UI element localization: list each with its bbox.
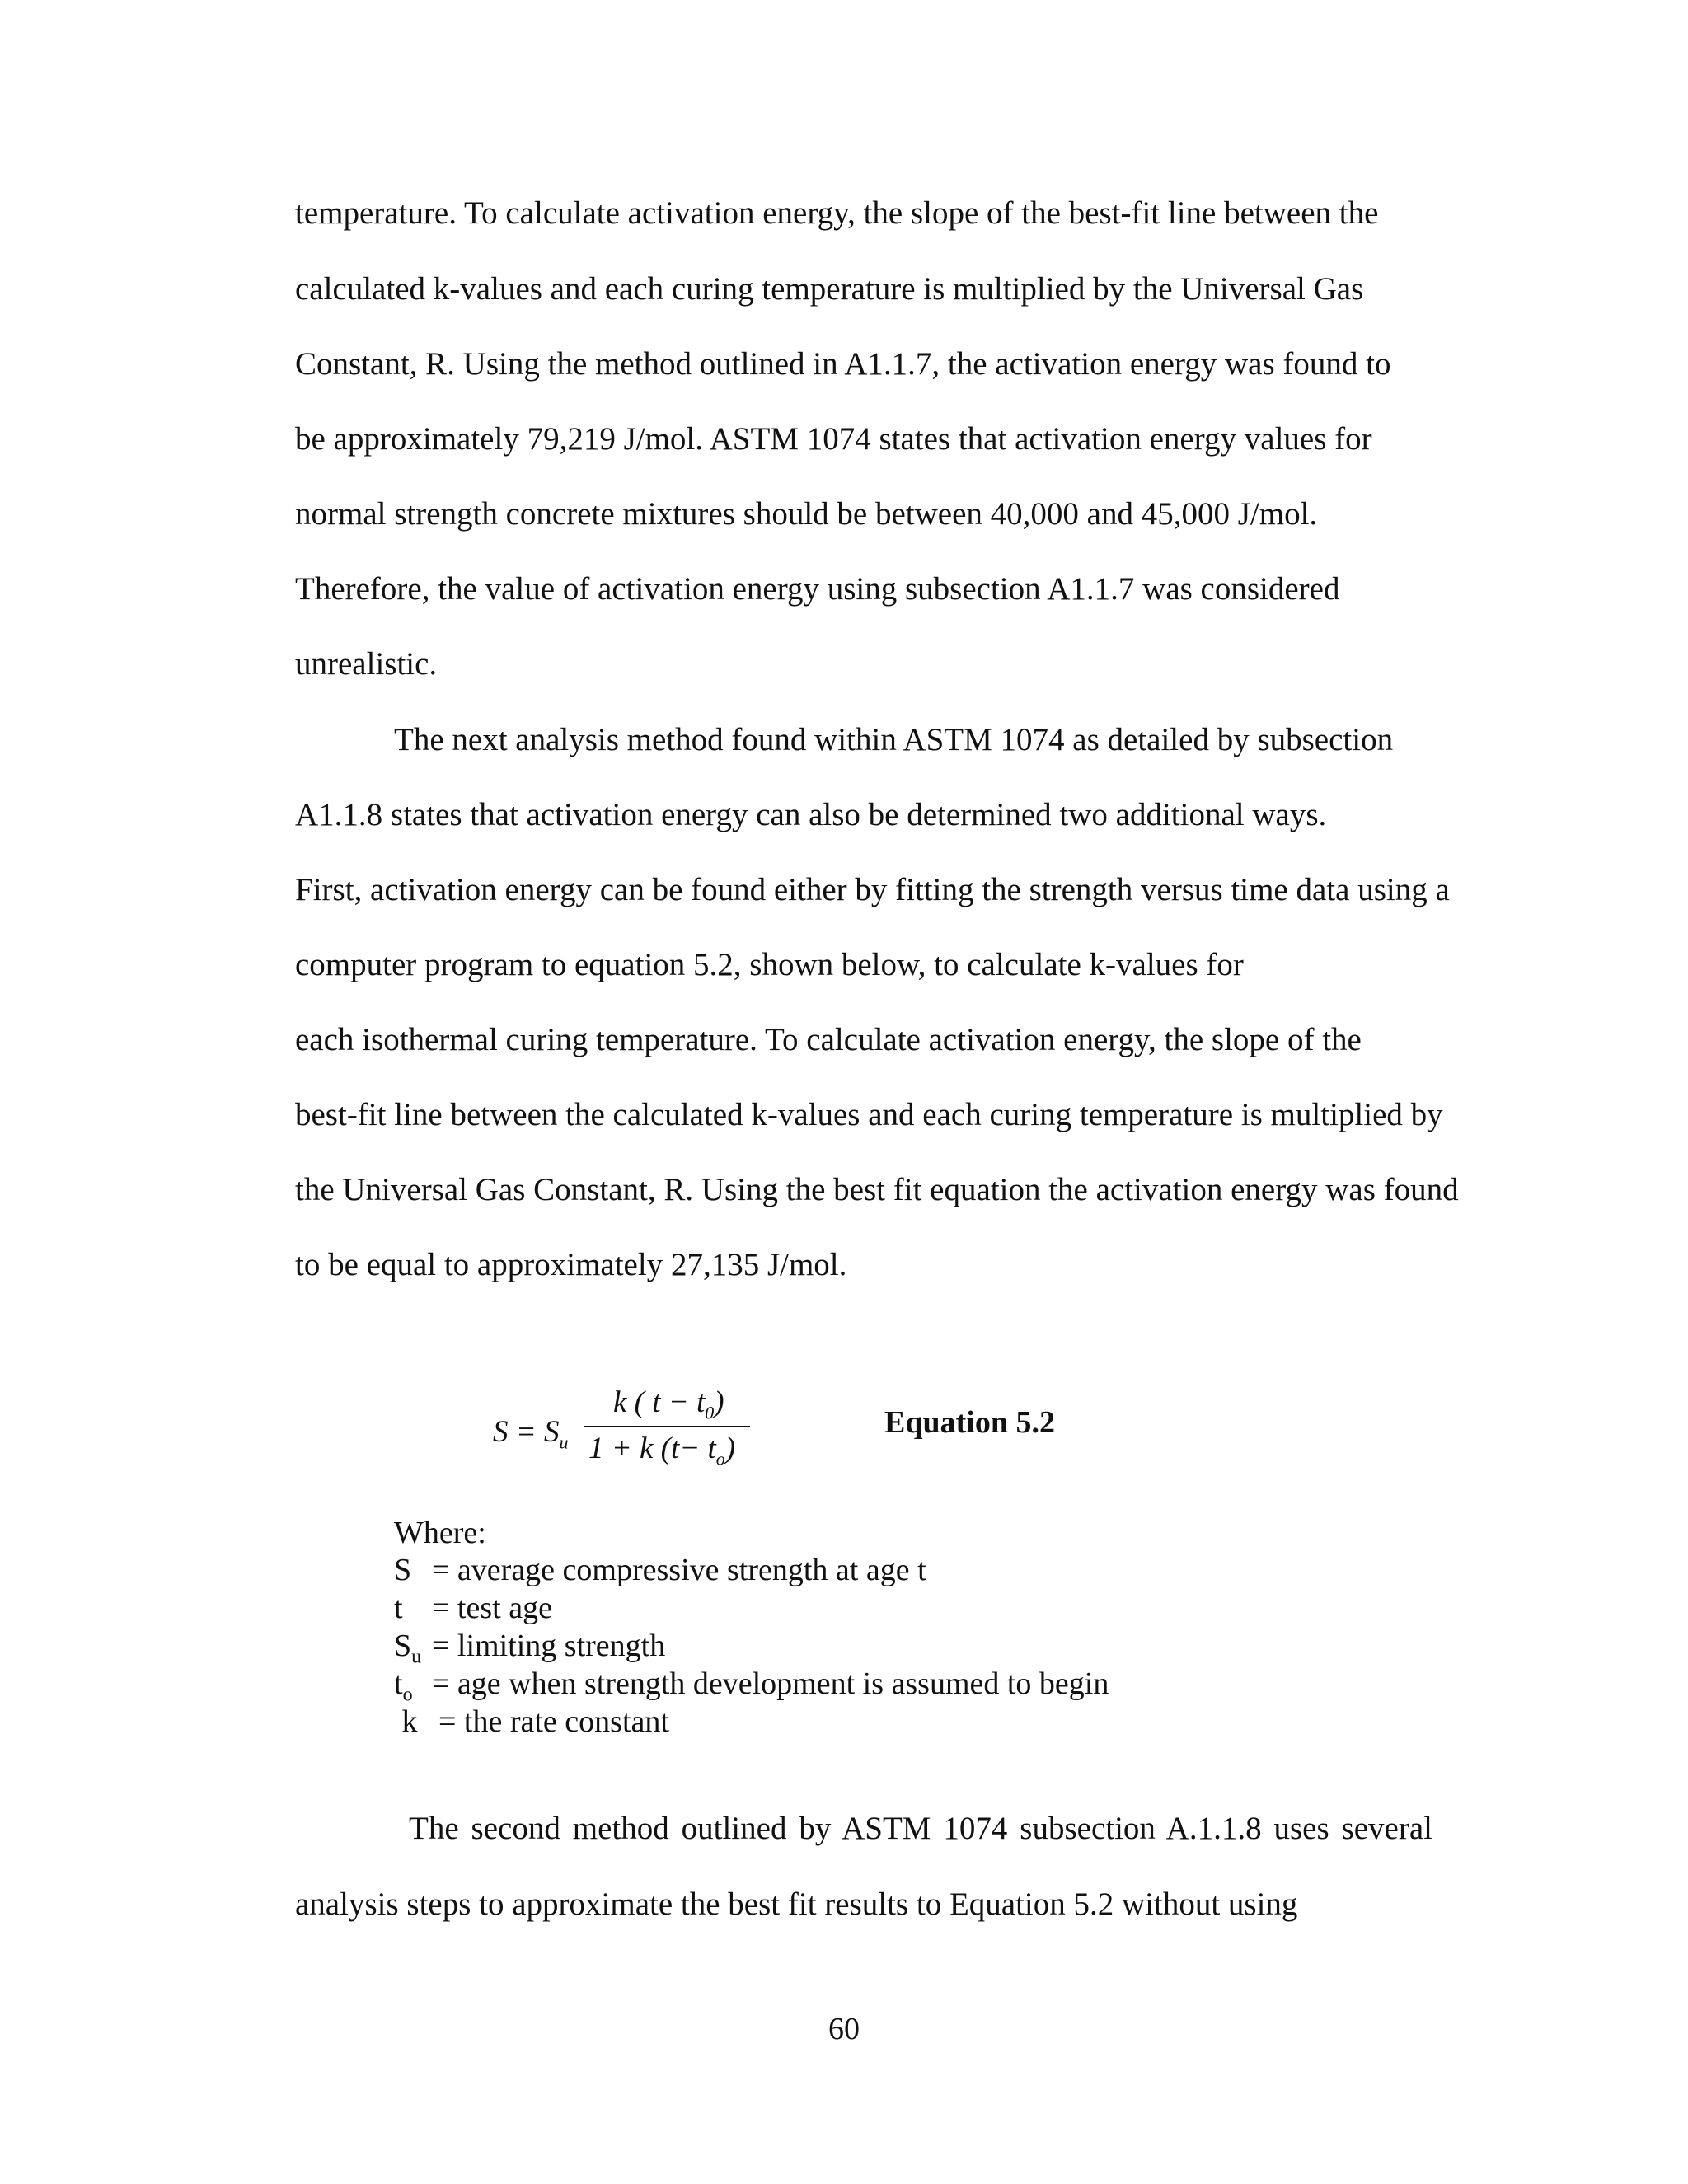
paragraph-1-line-4: be approximately 79,219 J/mol. ASTM 1074 states that activation energy values for bbox=[295, 421, 1372, 457]
paragraph-3-line-2: analysis steps to approximate the best fit results to Equation 5.2 without using bbox=[295, 1886, 1298, 1922]
where-item: $t_o$ = age when strength development is assumed to begin bbox=[394, 1666, 1109, 1706]
paragraph-2-line-4: computer program to equation 5.2, shown below, to calculate k-values for bbox=[295, 947, 1244, 982]
where-item: S = average compressive strength at age t bbox=[394, 1553, 926, 1587]
equation-denominator: 1 + k $(t- t_o)$ bbox=[588, 1432, 736, 1469]
equation-label: Equation 5.2 bbox=[884, 1405, 1055, 1440]
equation-5-2 bbox=[493, 1385, 773, 1483]
where-heading: Where: bbox=[394, 1516, 486, 1550]
paragraph-1-line-5: normal strength concrete mixtures should be between 40,000 and 45,000 J/mol. bbox=[295, 496, 1318, 532]
page-number: 60 bbox=[828, 2012, 860, 2046]
paragraph-2-line-7: the Universal Gas Constant, R. Using the best fit equation the activation energy was found bbox=[295, 1172, 1459, 1207]
paragraph-1-line-3: Constant, R. Using the method outlined in A1.1.7, the activation energy was found to bbox=[295, 346, 1391, 382]
where-item: t = test age bbox=[394, 1591, 552, 1625]
where-item: $S_u$ = limiting strength bbox=[394, 1629, 666, 1668]
equation-numerator: k ( $t - t_0$) bbox=[613, 1385, 724, 1423]
paragraph-3-line-1: The second method outlined by ASTM 1074 subsection A.1.1.8 uses several bbox=[409, 1811, 1432, 1846]
fraction-bar bbox=[584, 1426, 750, 1427]
paragraph-2-line-5: each isothermal curing temperature. To calculate activation energy, the slope of the bbox=[295, 1022, 1362, 1057]
paragraph-2-line-8: to be equal to approximately 27,135 J/mol. bbox=[295, 1247, 847, 1282]
where-item: k = the rate constant bbox=[394, 1704, 669, 1739]
paragraph-1-line-6: Therefore, the value of activation energy using subsection A1.1.7 was considered bbox=[295, 571, 1340, 607]
paragraph-2-line-1: The next analysis method found within ASTM 1074 as detailed by subsection bbox=[394, 722, 1394, 757]
equation-lhs: $S = S_u$ bbox=[493, 1415, 569, 1453]
paragraph-1-line-1: temperature. To calculate activation energy, the slope of the best-fit line between the bbox=[295, 195, 1379, 231]
paragraph-2-line-6: best-fit line between the calculated k-values and each curing temperature is multiplied by bbox=[295, 1097, 1443, 1132]
paragraph-1-line-7: unrealistic. bbox=[295, 646, 438, 682]
paragraph-2-line-2: A1.1.8 states that activation energy can also be determined two additional ways. bbox=[295, 797, 1327, 832]
paragraph-2-line-3: First, activation energy can be found either by fitting the strength versus time data using a bbox=[295, 872, 1450, 907]
paragraph-1-line-2: calculated k-values and each curing temperature is multiplied by the Universal Gas bbox=[295, 271, 1364, 307]
